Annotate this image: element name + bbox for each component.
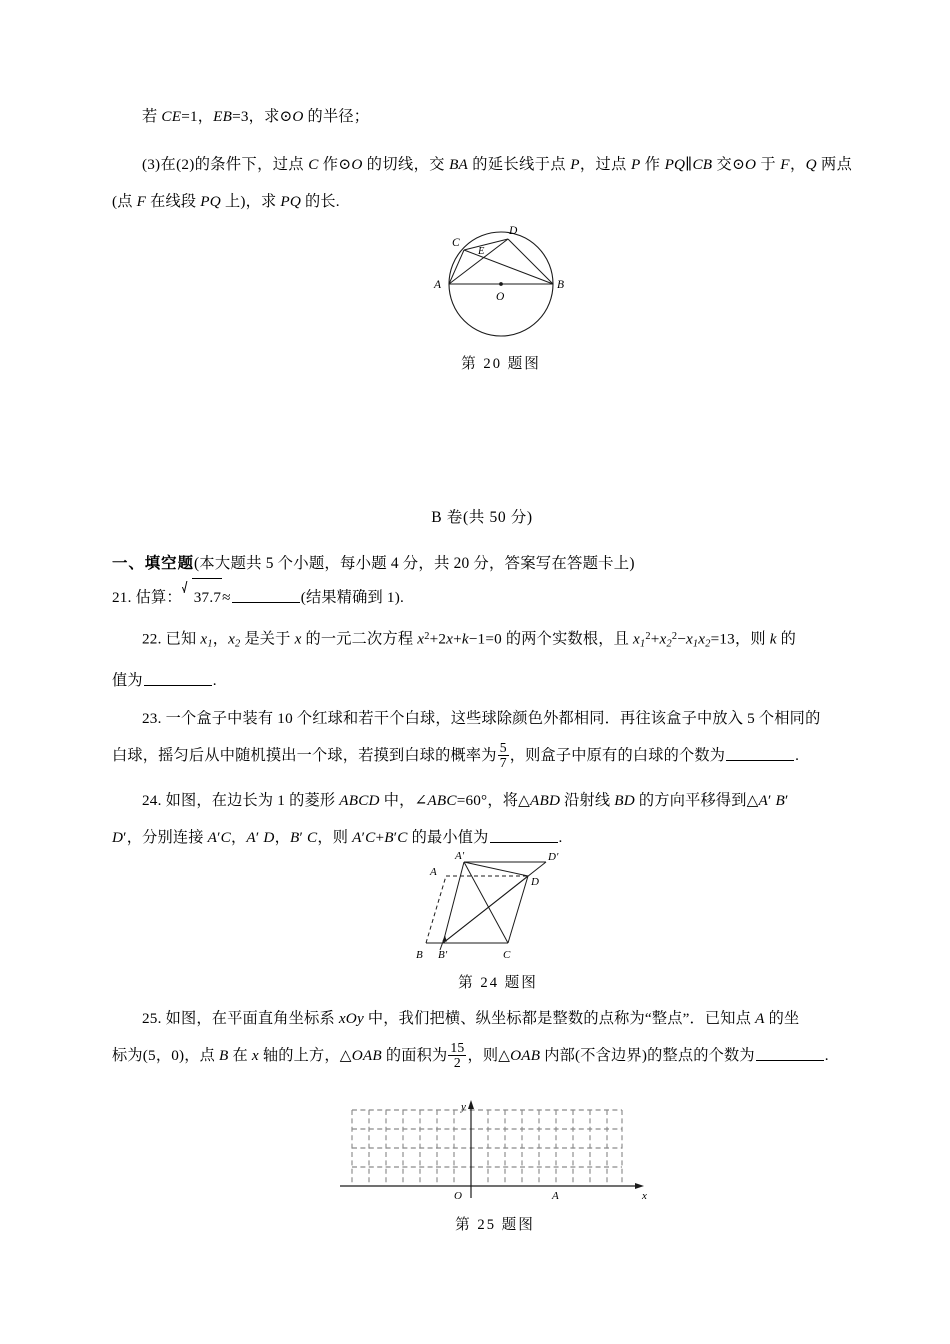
answer-blank-24[interactable]	[490, 828, 558, 843]
fraction-numerator: 15	[450, 1040, 465, 1056]
fraction-denominator: 2	[453, 1055, 461, 1071]
q21-lead: 估算：	[135, 589, 182, 606]
segment-ApD	[464, 862, 528, 876]
segment-o: O	[292, 108, 304, 125]
segment-ApC	[464, 862, 508, 943]
figure-20	[396, 222, 606, 373]
q22-line2-prefix: 值为	[112, 672, 143, 690]
bvolume-heading: B 卷(共 50 分)	[431, 509, 533, 526]
q23-line2-a: 白球，摇匀后从中随机摸出一个球，若摸到白球的概率为	[112, 747, 497, 764]
figure-20-caption: 第 20 题图	[461, 356, 541, 372]
label-y-axis: y	[461, 1101, 466, 1113]
label-D: D	[531, 876, 539, 888]
answer-blank-21[interactable]	[232, 588, 300, 603]
label-D: D	[509, 225, 518, 237]
segment-eb: EB	[213, 108, 233, 125]
fraction-numerator: 5	[499, 740, 507, 756]
figure-25-svg	[330, 1098, 660, 1208]
q21-number: 21.	[112, 589, 132, 606]
spacer	[112, 135, 852, 146]
segment-BA-dashed	[426, 876, 446, 943]
label-O: O	[496, 291, 505, 303]
figure-24-caption: 第 24 题图	[458, 975, 538, 991]
label-Aprime: A′	[455, 850, 465, 862]
fraction-5-7	[498, 741, 509, 770]
label-origin: O	[454, 1190, 462, 1202]
label-E: E	[478, 246, 485, 257]
q22-line1: 22. 已知 $x_1$，$x_2$ 是关于 x 的一元二次方程 $x^2+2x+k-1=0$ 的两个实数根，且 $x_1^2+x_2^2-x_1x_2=13$，则 k 的	[142, 630, 797, 650]
question-25	[112, 1000, 852, 1074]
segment-eq1: =1，	[181, 108, 214, 125]
q21-tail: (结果精确到 1).	[300, 589, 404, 606]
q23-line2	[112, 737, 852, 774]
segment-BpD	[443, 876, 528, 943]
answer-blank-25[interactable]	[756, 1046, 824, 1061]
arrow-head	[443, 936, 448, 942]
fraction-denominator: 7	[499, 755, 507, 771]
q21-radicand: 37.7	[192, 578, 222, 616]
section-title-rest: (本大题共 5 个小题，每小题 4 分，共 20 分，答案写在答题卡上)	[193, 555, 635, 572]
figure-20-svg	[396, 222, 606, 347]
question-20-part2	[112, 98, 852, 135]
label-B: B	[557, 279, 565, 291]
section-title-fill-in-blank	[112, 545, 852, 582]
q23-line1-text: 一个盒子中装有 10 个红球和若干个白球，这些球除颜色外都相同．再往该盒子中放入 5 个相同的	[165, 710, 821, 727]
label-Bprime: B′	[438, 949, 448, 961]
label-point-a: A	[552, 1190, 559, 1202]
q24-line1: 24. 如图，在边长为 1 的菱形 ABCD 中，∠ABC=60°，将△ABD 沿射线 BD 的方向平移得到△A′ B′	[142, 792, 789, 809]
q24-line2: D′，分别连接 A′C，A′ D，B′ C，则 A′C+B′C 的最小值为 .	[112, 829, 563, 846]
figure-25-caption: 第 25 题图	[455, 1217, 535, 1233]
question-20-part3: (3)在(2)的条件下，过点 C 作⊙O 的切线，交 BA 的延长线于点 P，过点 P 作 PQ∥CB 交⊙O 于 F，Q 两点(点 F 在线段 PQ 上)，求 PQ 的长.	[112, 156, 853, 210]
segment-tail: 的半径；	[303, 108, 370, 125]
label-Dprime: D′	[548, 851, 559, 863]
question-24	[112, 782, 852, 856]
page-content	[112, 98, 852, 220]
label-C: C	[503, 949, 511, 961]
label-C: C	[452, 237, 460, 249]
segment-BpAp	[443, 862, 464, 943]
figure-24	[398, 848, 598, 992]
label-A: A	[434, 279, 442, 291]
x-axis-arrow	[635, 1183, 644, 1189]
figure-24-svg	[398, 848, 598, 966]
figure-25	[330, 1098, 660, 1234]
q25-line2-tail: .	[824, 1047, 829, 1064]
q21-approx: ≈	[222, 589, 231, 606]
q24-line2-tail: .	[558, 829, 563, 846]
segment-eq2: =3，求⊙	[232, 108, 293, 125]
label-A: A	[430, 866, 437, 878]
label-x-axis: x	[642, 1190, 647, 1202]
q25-line1: 25. 如图，在平面直角坐标系 xOy 中，我们把横、纵坐标都是整数的点称为“整点”．已知点 A 的坐	[142, 1010, 800, 1027]
q23-line2-b: ，则盒子中原有的白球的个数为	[509, 747, 726, 764]
q22-line2-tail: .	[212, 672, 217, 690]
question-21	[112, 578, 852, 616]
segment-CD	[508, 876, 528, 943]
center-dot-O	[499, 282, 503, 286]
question-23	[112, 700, 852, 774]
q23-line1	[112, 700, 852, 737]
segment-ce: CE	[161, 108, 182, 125]
q23-number: 23.	[142, 710, 162, 727]
grid-lines	[352, 1110, 622, 1186]
y-axis-arrow	[468, 1100, 474, 1109]
answer-blank-23[interactable]	[726, 746, 794, 761]
question-22	[112, 618, 852, 699]
q22-line2	[112, 662, 852, 699]
section-title-bold: 一、填空题	[112, 555, 194, 572]
fraction-15-2	[448, 1041, 466, 1070]
part2-label: 若	[142, 108, 162, 125]
sqrt-symbol	[183, 578, 222, 616]
q23-line2-tail: .	[795, 747, 800, 764]
q25-line2: 标为(5，0)，点 B 在 x 轴的上方，△OAB 的面积为 $\frac{15}{2}$ ，则△OAB 内部(不含边界)的整点的个数为 .	[112, 1040, 829, 1071]
answer-blank-22[interactable]	[144, 671, 212, 686]
segment-DB	[508, 239, 553, 284]
label-B: B	[416, 949, 423, 961]
